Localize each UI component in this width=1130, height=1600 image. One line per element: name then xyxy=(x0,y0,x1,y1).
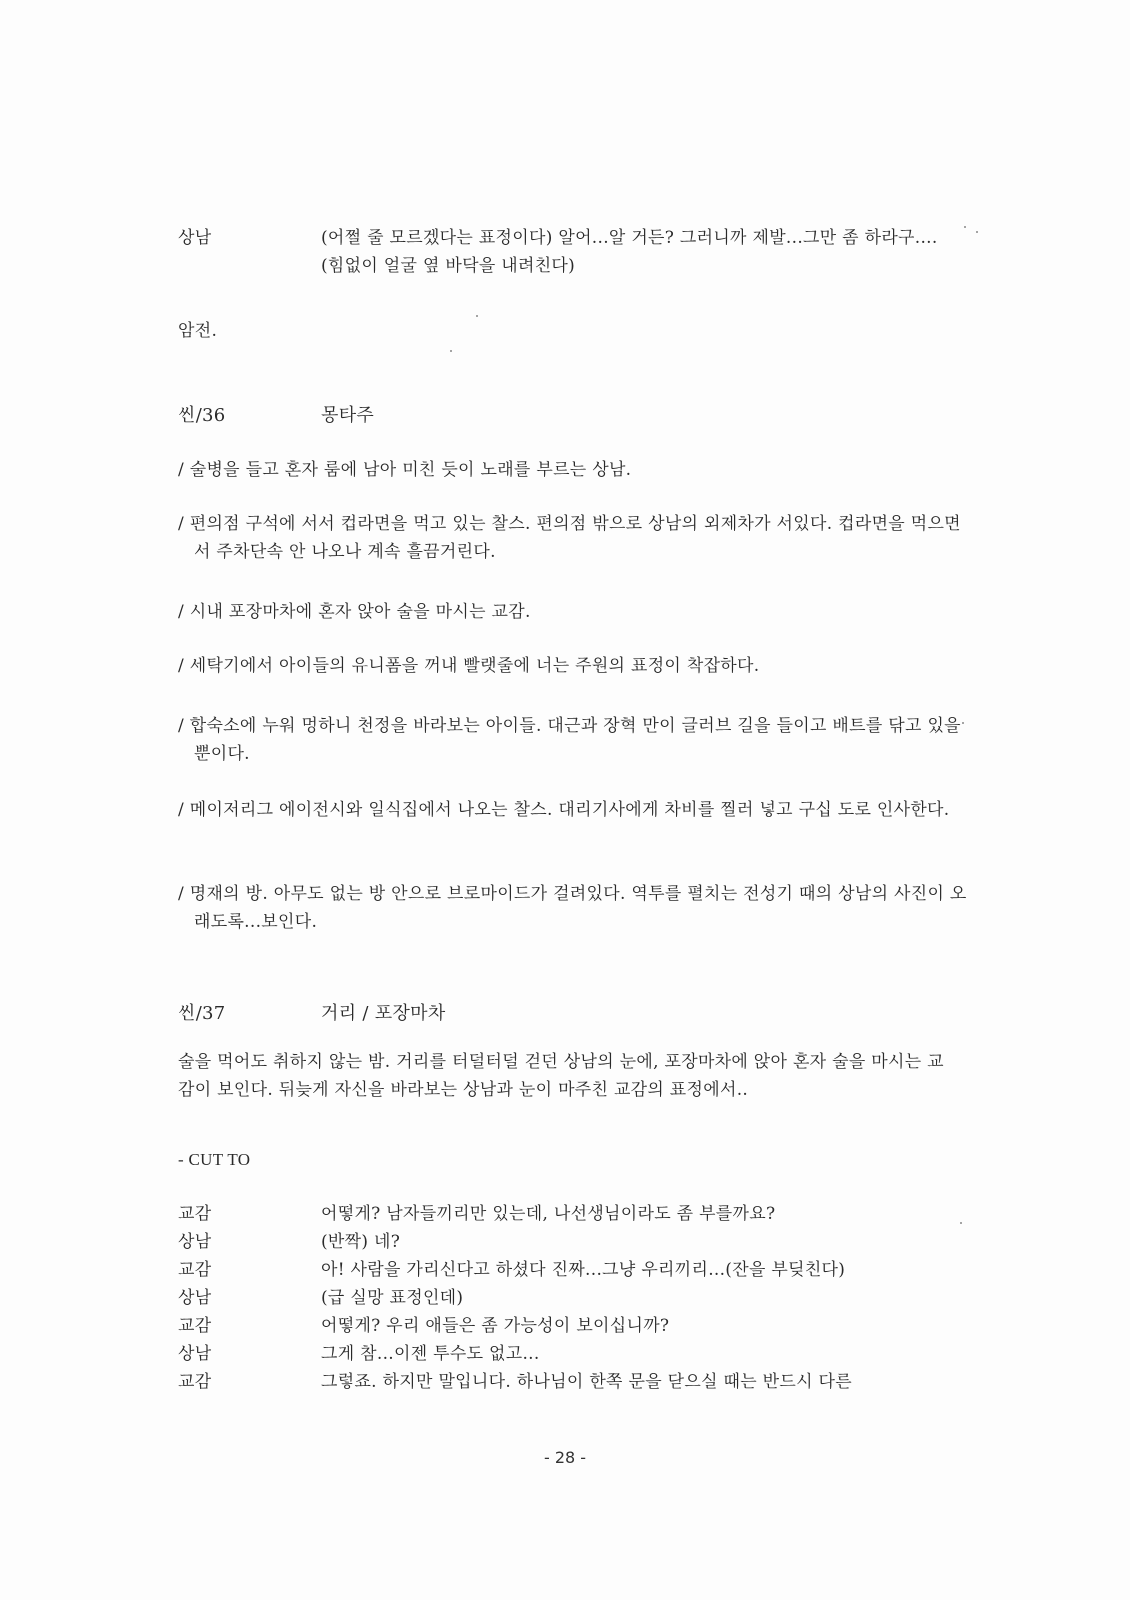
scan-speck xyxy=(450,350,452,352)
speaker-name: 상남 xyxy=(178,1344,212,1364)
scene-heading: 거리 / 포장마차 xyxy=(321,1003,446,1024)
montage-item: / 메이저리그 에이전시와 일식집에서 나오는 찰스. 대리기사에게 차비를 찔러 넣고 구십 도로 인사한다. xyxy=(178,800,950,820)
dialogue-row xyxy=(178,1284,958,1312)
scan-speck xyxy=(976,231,978,233)
dialogue-row xyxy=(178,1228,958,1256)
dialogue-row xyxy=(178,1312,958,1340)
montage-item: / 명재의 방. 아무도 없는 방 안으로 브로마이드가 걸려있다. 역투를 펼치는 전성기 때의 상남의 사진이 오래도록...보인다. xyxy=(178,884,967,932)
dialogue-line: 어떻게? 남자들끼리만 있는데, 나선생님이라도 좀 부를까요? xyxy=(321,1204,776,1224)
page-number: - 28 - xyxy=(543,1448,587,1467)
scene-heading: 몽타주 xyxy=(321,405,375,426)
scene-37-header xyxy=(178,1000,958,1028)
montage-item: / 시내 포장마차에 혼자 앉아 술을 마시는 교감. xyxy=(178,602,531,622)
speaker-name: 교감 xyxy=(178,1372,212,1392)
speaker-name: 상남 xyxy=(178,1232,212,1252)
montage-item: / 술병을 들고 혼자 룸에 남아 미친 듯이 노래를 부르는 상남. xyxy=(178,460,632,480)
scene-36-header xyxy=(178,402,958,430)
cut-to: - CUT TO xyxy=(178,1150,251,1169)
speaker-name: 상남 xyxy=(178,1288,212,1308)
dialogue-line: (어쩔 줄 모르겠다는 표정이다) 알어...알 거든? 그러니까 제발...그만 좀 하라구....(힘없이 얼굴 옆 바닥을 내려친다) xyxy=(321,228,938,276)
dialogue-line: (반짝) 네? xyxy=(321,1232,401,1252)
montage-item: / 세탁기에서 아이들의 유니폼을 꺼내 빨랫줄에 너는 주원의 표정이 착잡하다. xyxy=(178,656,760,676)
dialogue-line: 그렇죠. 하지만 말입니다. 하나님이 한쪽 문을 닫으실 때는 반드시 다른 xyxy=(321,1372,852,1392)
dialogue-row xyxy=(178,1368,958,1396)
scan-speck xyxy=(964,226,966,228)
montage-item: / 편의점 구석에 서서 컵라면을 먹고 있는 찰스. 편의점 밖으로 상남의 외제차가 서있다. 컵라면을 먹으면서 주차단속 안 나오나 계속 흘끔거린다. xyxy=(178,514,961,562)
dialogue-line: 그게 참...이젠 투수도 없고... xyxy=(321,1344,540,1364)
speaker-name: 교감 xyxy=(178,1260,212,1280)
speaker-name: 상남 xyxy=(178,228,212,248)
scene-number: 씬/37 xyxy=(178,1003,226,1024)
montage-item: / 합숙소에 누워 멍하니 천정을 바라보는 아이들. 대근과 장혁 만이 글러브 길을 들이고 배트를 닦고 있을 뿐이다. xyxy=(178,716,961,764)
dialogue-line: 어떻게? 우리 애들은 좀 가능성이 보이십니까? xyxy=(321,1316,670,1336)
dialogue-line: (급 실망 표정인데) xyxy=(321,1288,464,1308)
dialogue-list xyxy=(178,1200,958,1396)
scene-number: 씬/36 xyxy=(178,405,226,426)
dialogue-line: 아! 사람을 가리신다고 하셨다 진짜...그냥 우리끼리...(잔을 부딪친다) xyxy=(321,1260,846,1280)
speaker-name: 교감 xyxy=(178,1316,212,1336)
scan-speck xyxy=(960,1222,962,1224)
dialogue-row xyxy=(178,1256,958,1284)
dialogue-row xyxy=(178,1340,958,1368)
opening-dialogue xyxy=(178,224,958,280)
speaker-name: 교감 xyxy=(178,1204,212,1224)
dialogue-row xyxy=(178,1200,958,1228)
scene-description: 술을 먹어도 취하지 않는 밤. 거리를 터덜터덜 걷던 상남의 눈에, 포장마차에 앉아 혼자 술을 마시는 교감이 보인다. 뒤늦게 자신을 바라보는 상남과 눈이 마주친 교감의 표정에서.. xyxy=(178,1052,944,1100)
transition-text: 암전. xyxy=(178,321,218,341)
